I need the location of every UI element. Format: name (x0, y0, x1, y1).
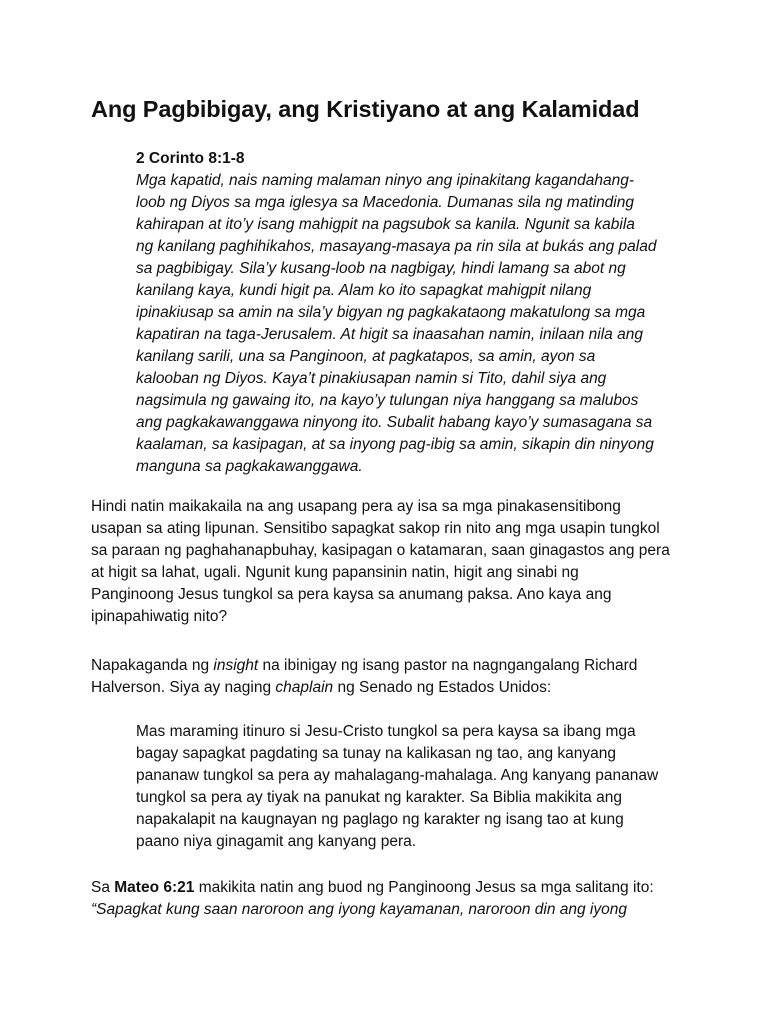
quote-line: bagay sapagkat pagdating sa tunay na kalikasan ng tao, ang kanyang (136, 745, 617, 762)
text-run-italic: chaplain (275, 679, 334, 696)
paragraph-line: Panginoong Jesus tungkol sa pera kaysa sa anumang paksa. Ano kaya ang (91, 586, 612, 603)
scripture-line: manguna sa pagkakawanggawa. (136, 458, 363, 475)
paragraph-line: Hindi natin maikakaila na ang usapang pera ay isa sa mga pinakasensitibong (91, 498, 621, 515)
scripture-line: loob ng Diyos sa mga iglesya sa Macedonia. Dumanas sila ng matinding (136, 194, 634, 211)
scripture-line: kalooban ng Diyos. Kaya’t pinakiusapan namin si Tito, dahil siya ang (136, 370, 607, 387)
scripture-line: kapatiran na taga-Jerusalem. At higit sa inaasahan namin, inilaan nila ang (136, 326, 643, 343)
text-run: Halverson. Siya ay naging (91, 679, 276, 696)
text-run: ng Senado ng Estados Unidos: (333, 679, 552, 696)
scripture-line: kanilang sarili, una sa Panginoon, at pagkatapos, sa amin, ayon sa (136, 348, 596, 365)
scripture-line: kaalaman, sa kasipagan, at sa inyong pag-ibig sa amin, sikapin din ninyong (136, 436, 654, 453)
paragraph-line: at higit sa lahat, ugali. Ngunit kung papansinin natin, higit ang sinabi ng (91, 564, 579, 581)
paragraph-line: usapan sa ating lipunan. Sensitibo sapagkat sakop rin nito ang mga usapin tungkol (91, 520, 660, 537)
scripture-line: kanilang kaya, kundi higit pa. Alam ko ito sapagkat mahigpit nilang (136, 282, 592, 299)
quote-line: tungkol sa pera ay tiyak na panukat ng karakter. Sa Biblia makikita ang (136, 789, 622, 806)
text-run-italic: insight (213, 657, 259, 674)
paragraph-line: sa paraan ng paghahanapbuhay, kasipagan o katamaran, saan ginagastos ang pera (91, 542, 670, 559)
quote-line: napakalapit na kaugnayan ng paglago ng karakter ng isang tao at kung (136, 811, 624, 828)
scripture-line: Mga kapatid, nais naming malaman ninyo ang ipinakitang kagandahang- (136, 172, 635, 189)
scripture-line: sa pagbibigay. Sila’y kusang-loob na nagbigay, hindi lamang sa abot ng (136, 260, 626, 277)
paragraph-line (91, 677, 711, 699)
paragraph-money-sensitivity (91, 496, 711, 628)
block-quote (136, 721, 716, 853)
scripture-line: ng kanilang paghihikahos, masayang-masaya pa rin sila at bukás ang palad (136, 238, 657, 255)
paragraph-line (91, 655, 711, 677)
text-run: Napakaganda ng (91, 657, 214, 674)
paragraph-line: “Sapagkat kung saan naroroon ang iyong kayamanan, naroroon din ang iyong (91, 901, 627, 918)
paragraph-mateo (91, 877, 711, 921)
scripture-passage (136, 148, 696, 478)
text-run: makikita natin ang buod ng Panginoong Jesus sa mga salitang ito: (194, 879, 654, 896)
quote-line: paano niya ginagamit ang kanyang pera. (136, 833, 417, 850)
text-run: na ibinigay ng isang pastor na nagngangalang Richard (258, 657, 638, 674)
quote-line: Mas maraming itinuro si Jesu-Cristo tungkol sa pera kaysa sa ibang mga (136, 723, 636, 740)
scripture-line: nagsimula ng gawaing ito, na kayo’y tulungan niya hanggang sa malubos (136, 392, 639, 409)
scripture-reference: 2 Corinto 8:1-8 (136, 150, 245, 167)
scripture-line: kahirapan at ito’y isang mahigpit na pagsubok sa kanila. Ngunit sa kabila (136, 216, 635, 233)
paragraph-line: ipinapahiwatig nito? (91, 608, 228, 625)
document-title: Ang Pagbibigay, ang Kristiyano at ang Kalamidad (91, 96, 640, 122)
paragraph-line (91, 877, 711, 899)
paragraph-halverson-intro (91, 655, 711, 699)
scripture-line: ipinakiusap sa amin na sila’y bigyan ng pagkakataong makatulong sa mga (136, 304, 646, 321)
scripture-line: ang pagkakawanggawa ninyong ito. Subalit habang kayo’y sumasagana sa (136, 414, 653, 431)
bible-reference: Mateo 6:21 (114, 879, 195, 896)
text-run: Sa (91, 879, 115, 896)
quote-line: pananaw tungkol sa pera ay mahalagang-mahalaga. Ang kanyang pananaw (136, 767, 659, 784)
